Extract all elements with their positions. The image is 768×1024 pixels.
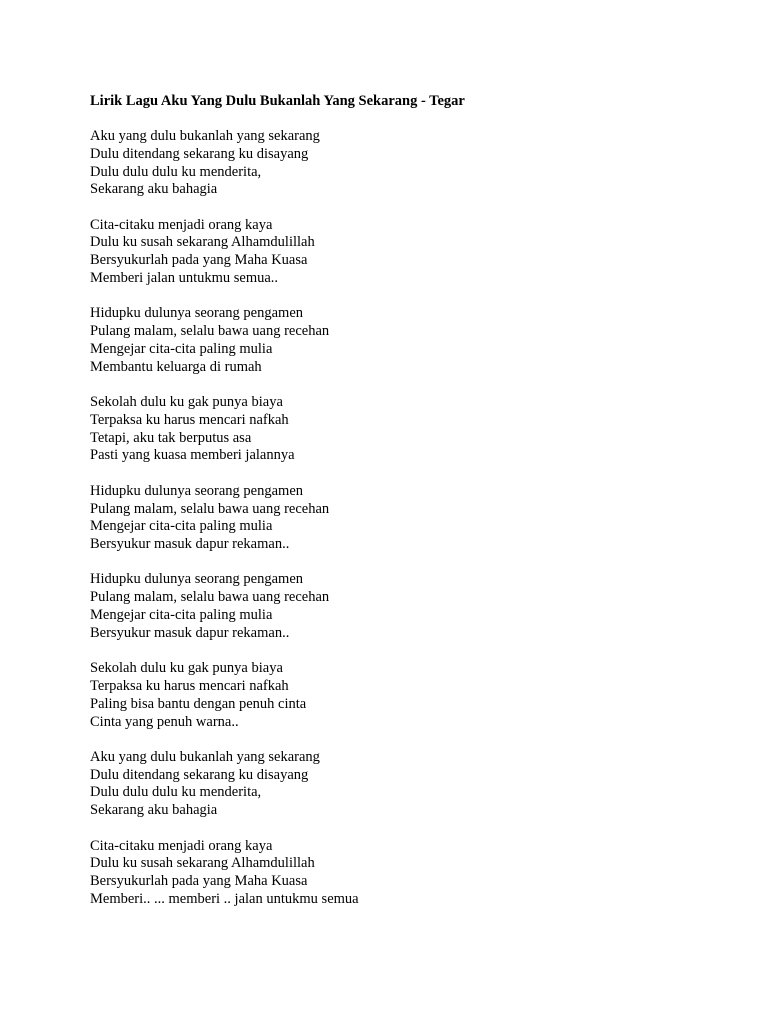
- lyric-line: Bersyukur masuk dapur rekaman..: [90, 536, 290, 553]
- lyric-line: Pasti yang kuasa memberi jalannya: [90, 447, 295, 464]
- stanza-9: [90, 838, 730, 909]
- lyric-line: Sekolah dulu ku gak punya biaya: [90, 394, 283, 411]
- lyric-line: Sekarang aku bahagia: [90, 181, 218, 198]
- lyric-line: Mengejar cita-cita paling mulia: [90, 518, 273, 535]
- document-content: [90, 92, 730, 926]
- stanza-2: [90, 217, 730, 288]
- stanza-8: [90, 749, 730, 820]
- lyric-line: Memberi jalan untukmu semua..: [90, 270, 279, 287]
- lyric-line: Cita-citaku menjadi orang kaya: [90, 216, 273, 233]
- lyric-line: Membantu keluarga di rumah: [90, 358, 262, 375]
- lyric-line: Cinta yang penuh warna..: [90, 713, 239, 730]
- stanza-3: [90, 305, 730, 376]
- lyric-line: Dulu ditendang sekarang ku disayang: [90, 766, 309, 783]
- lyric-line: Dulu ku susah sekarang Alhamdulillah: [90, 234, 315, 251]
- lyric-line: Paling bisa bantu dengan penuh cinta: [90, 695, 307, 712]
- lyric-line: Terpaksa ku harus mencari nafkah: [90, 677, 289, 694]
- lyric-line: Bersyukur masuk dapur rekaman..: [90, 624, 290, 641]
- stanza-7: [90, 660, 730, 731]
- lyric-line: Sekarang aku bahagia: [90, 802, 218, 819]
- lyric-line: Aku yang dulu bukanlah yang sekarang: [90, 128, 320, 144]
- lyric-line: Tetapi, aku tak berputus asa: [90, 429, 252, 446]
- stanza-5: [90, 483, 730, 554]
- lyric-line: Hidupku dulunya seorang pengamen: [90, 482, 304, 499]
- document-title: Lirik Lagu Aku Yang Dulu Bukanlah Yang Sekarang - Tegar: [90, 93, 465, 109]
- stanza-4: [90, 394, 730, 465]
- stanza-1: [90, 128, 730, 199]
- lyric-line: Aku yang dulu bukanlah yang sekarang: [90, 748, 320, 765]
- lyric-line: Mengejar cita-cita paling mulia: [90, 340, 273, 357]
- lyric-line: Hidupku dulunya seorang pengamen: [90, 571, 304, 588]
- lyric-line: Bersyukurlah pada yang Maha Kuasa: [90, 873, 308, 890]
- lyric-line: Memberi.. ... memberi .. jalan untukmu semua: [90, 890, 359, 907]
- lyric-line: Sekolah dulu ku gak punya biaya: [90, 660, 283, 677]
- lyric-line: Mengejar cita-cita paling mulia: [90, 607, 273, 624]
- lyric-line: Pulang malam, selalu bawa uang recehan: [90, 500, 330, 517]
- lyric-line: Dulu dulu dulu ku menderita,: [90, 163, 262, 180]
- lyric-line: Dulu ku susah sekarang Alhamdulillah: [90, 855, 315, 872]
- lyric-line: Pulang malam, selalu bawa uang recehan: [90, 323, 330, 340]
- lyric-line: Terpaksa ku harus mencari nafkah: [90, 411, 289, 428]
- lyric-line: Pulang malam, selalu bawa uang recehan: [90, 589, 330, 606]
- lyric-line: Bersyukurlah pada yang Maha Kuasa: [90, 252, 308, 269]
- lyric-line: Hidupku dulunya seorang pengamen: [90, 305, 304, 322]
- lyric-line: Dulu ditendang sekarang ku disayang: [90, 145, 309, 162]
- lyric-line: Dulu dulu dulu ku menderita,: [90, 784, 262, 801]
- stanza-6: [90, 571, 730, 642]
- lyric-line: Cita-citaku menjadi orang kaya: [90, 837, 273, 854]
